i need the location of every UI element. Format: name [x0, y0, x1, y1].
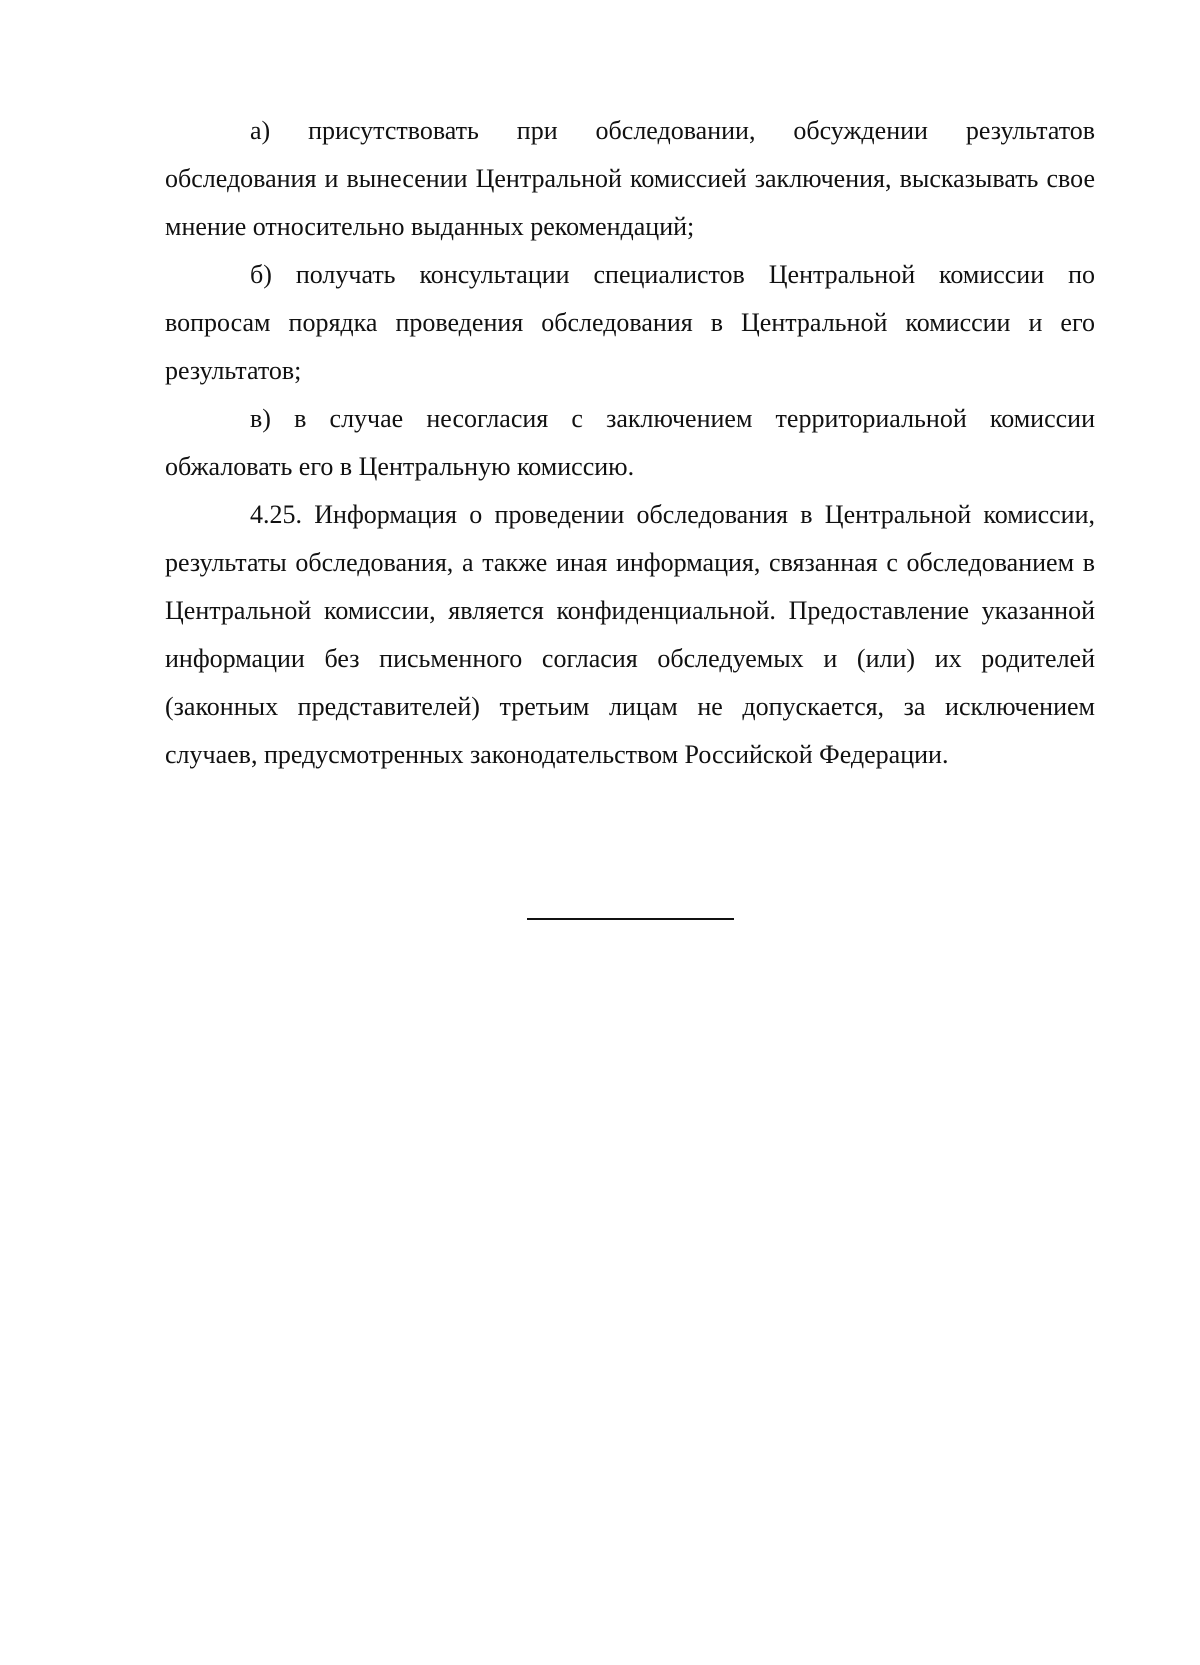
- paragraph-item-a: а) присутствовать при обследовании, обсуждении результатов обследования и вынесении Центральной комиссией заключения, высказывать свое мнение относительно выданных рекомендаций;: [165, 116, 1095, 241]
- document-body: [165, 107, 1095, 779]
- paragraph-item-v: в) в случае несогласия с заключением территориальной комиссии обжаловать его в Центральную комиссию.: [165, 404, 1095, 481]
- end-of-document-rule: [527, 918, 734, 920]
- paragraph-item-b: б) получать консультации специалистов Центральной комиссии по вопросам порядка проведения обследования в Центральной комиссии и его результатов;: [165, 260, 1095, 385]
- paragraph-clause-4-25: 4.25. Информация о проведении обследования в Центральной комиссии, результаты обследования, а также иная информация, связанная с обследованием в Центральной комиссии, является конфиденциальной. Предоставление указанной информации без письменного согласия обследуемых и (или) их родителей (законных представителей) третьим лицам не допускается, за исключением случаев, предусмотренных законодательством Российской Федерации.: [165, 500, 1095, 769]
